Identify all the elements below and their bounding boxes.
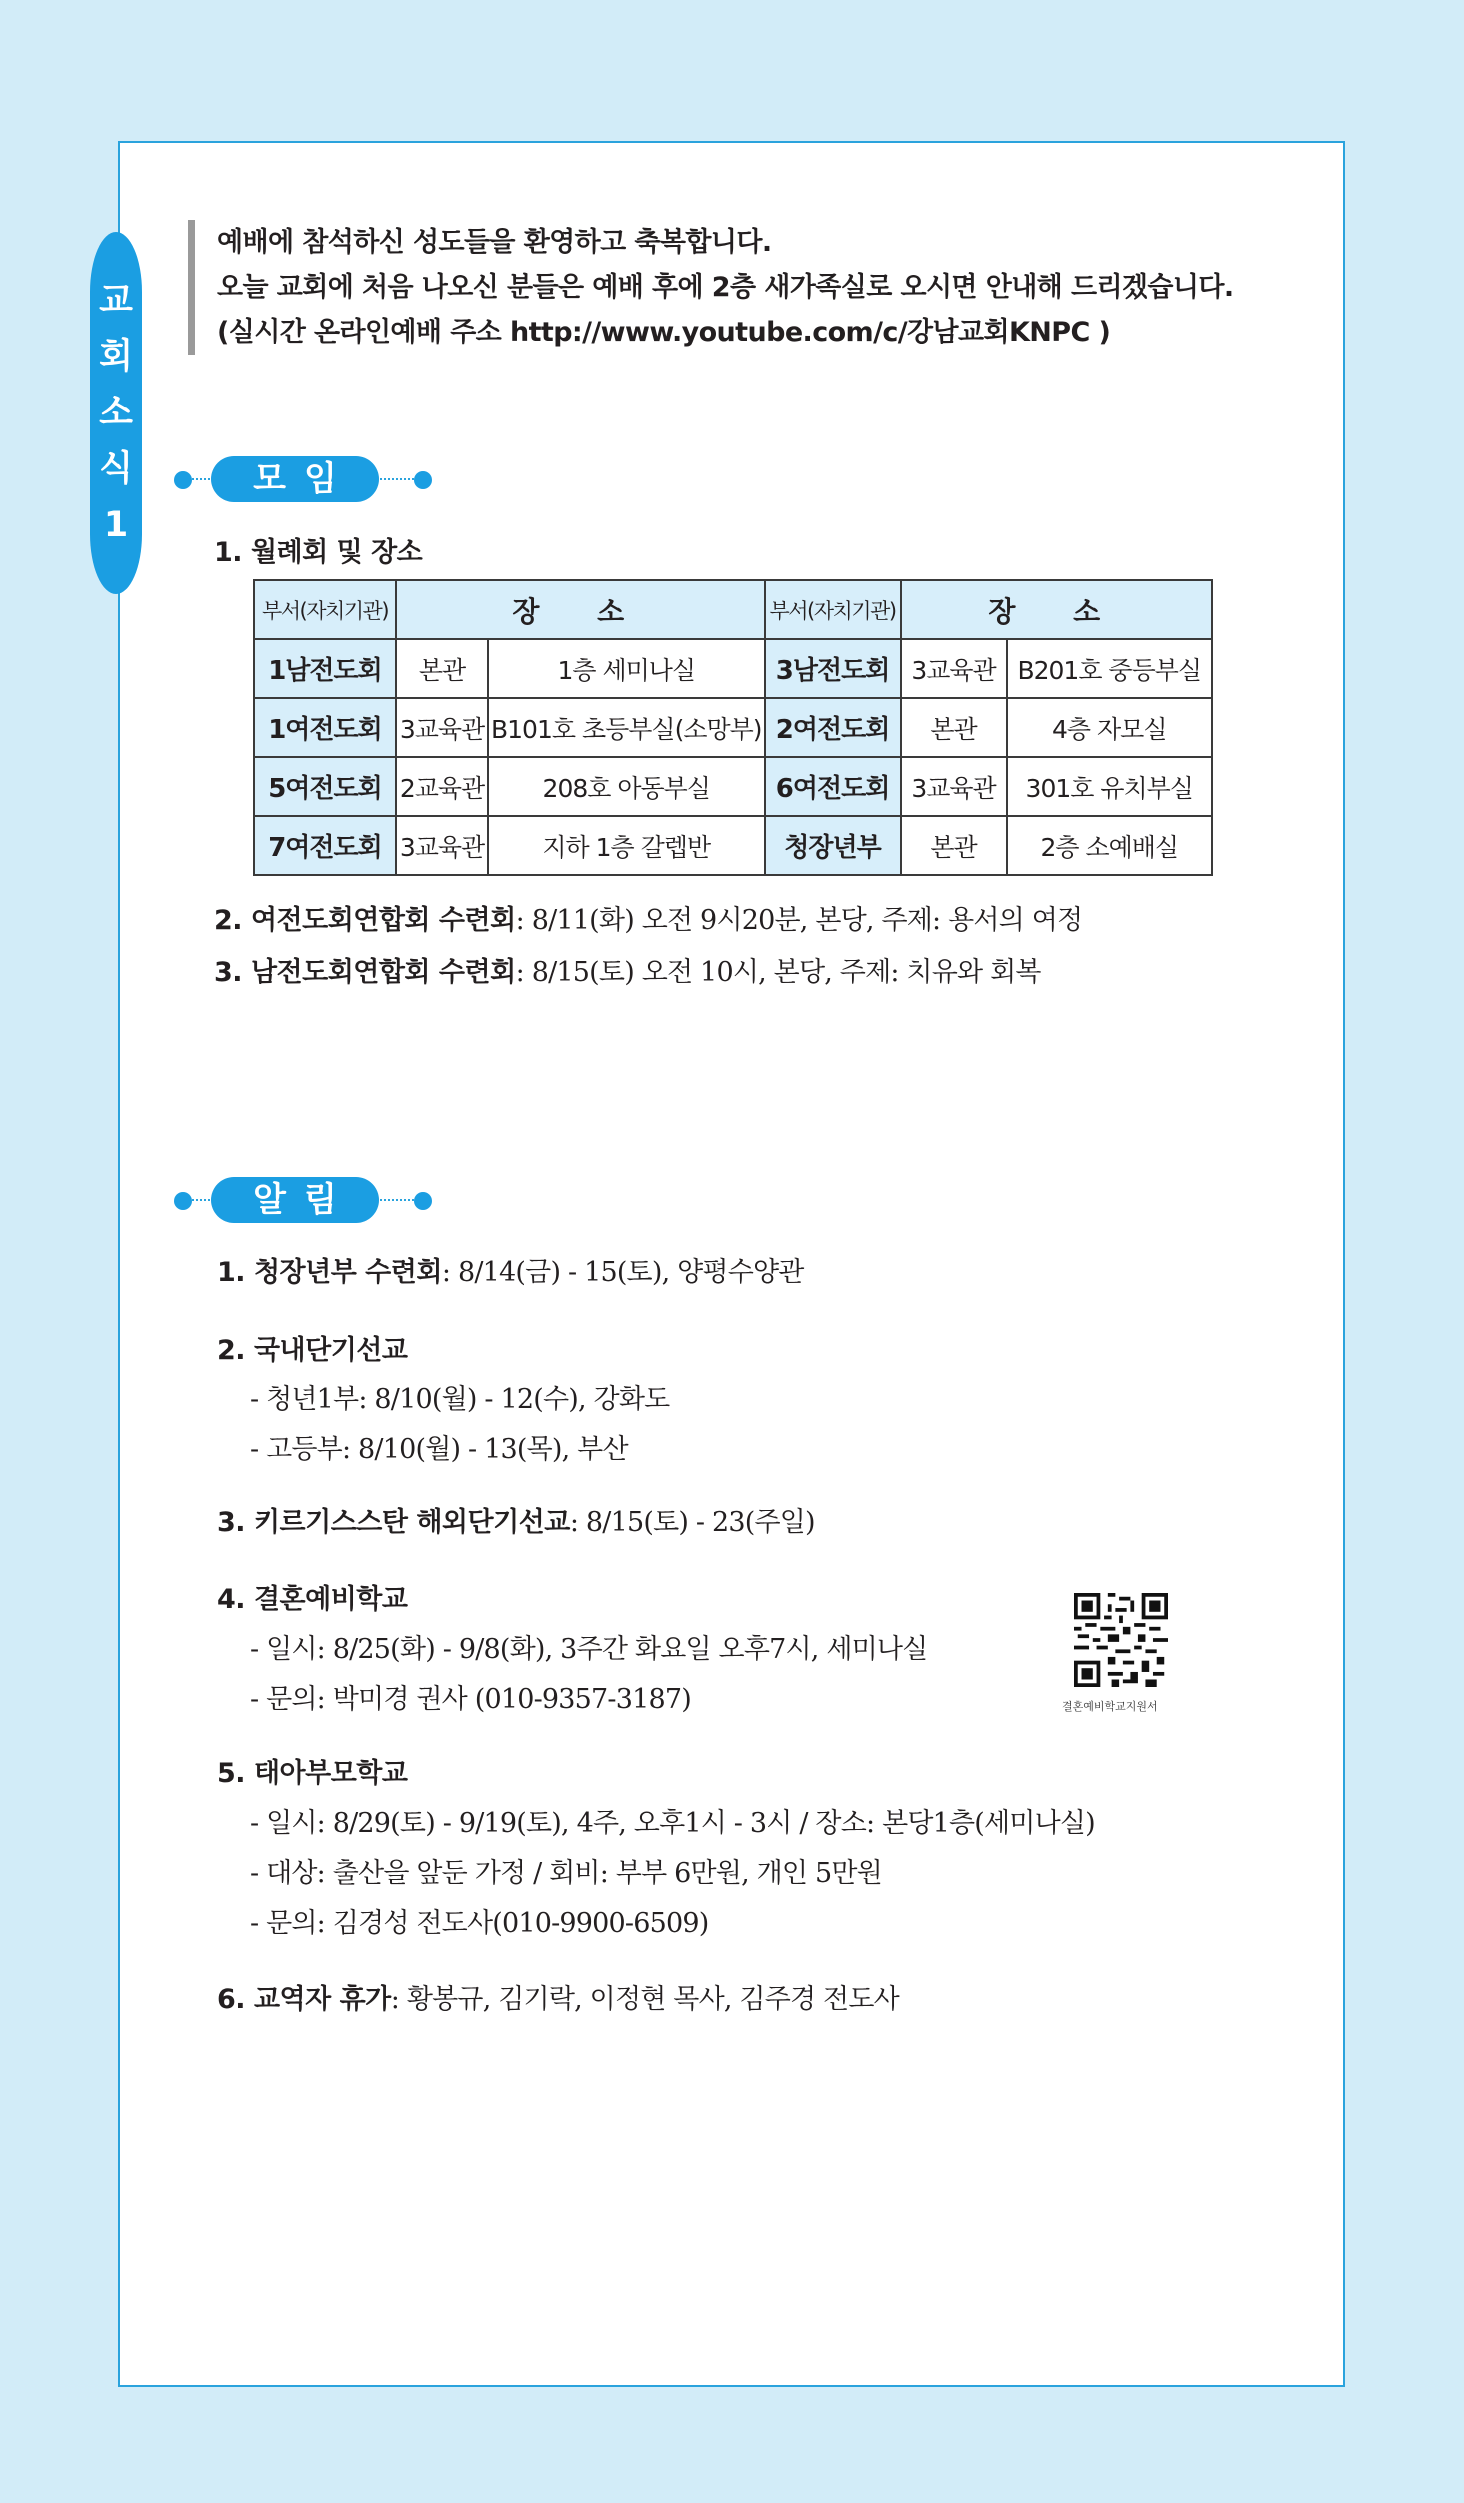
notice-item-2-line: - 청년1부: 8/10(월) - 12(수), 강화도 — [250, 1384, 670, 1415]
notice-item-1-title: 1. 청장년부 수련회 — [217, 1257, 442, 1288]
dept-cell: 1여전도회 — [254, 698, 396, 757]
building-cell: 3교육관 — [901, 757, 1007, 816]
dept-cell: 3남전도회 — [765, 639, 901, 698]
meeting-item-3-text: : 8/15(토) 오전 10시, 본당, 주제: 치유와 회복 — [515, 957, 1041, 988]
meeting-item-3-title: 3. 남전도회연합회 수련회 — [214, 957, 516, 988]
table-header-dept: 부서(자치기관) — [765, 580, 901, 639]
notice-item-5-line: - 문의: 김경성 전도사(010-9900-6509) — [250, 1908, 709, 1939]
side-tab-char: 소 — [99, 393, 133, 433]
notice-item-4-line: - 일시: 8/25(화) - 9/8(화), 3주간 화요일 오후7시, 세미나실 — [250, 1634, 928, 1665]
side-tab-char: 교 — [99, 281, 133, 321]
qr-caption: 결혼예비학교지원서 — [1062, 1700, 1158, 1713]
notice-section-heading — [174, 1177, 432, 1223]
table-row — [254, 757, 1212, 816]
table-row — [254, 816, 1212, 875]
building-cell: 3교육관 — [396, 816, 488, 875]
room-cell: 208호 아동부실 — [488, 757, 765, 816]
dept-cell: 7여전도회 — [254, 816, 396, 875]
table-header-place: 장 소 — [396, 580, 765, 639]
table-row — [254, 639, 1212, 698]
meeting-item-2 — [214, 898, 1082, 937]
room-cell: 2층 소예배실 — [1007, 816, 1212, 875]
table-row — [254, 698, 1212, 757]
notice-item-1 — [217, 1250, 804, 1289]
dot-icon — [414, 1192, 432, 1210]
table-header-dept: 부서(자치기관) — [254, 580, 396, 639]
intro-line: (실시간 온라인예배 주소 http://www.youtube.com/c/강남교회KNPC ) — [217, 317, 1111, 348]
notice-item-4-line: - 문의: 박미경 권사 (010-9357-3187) — [250, 1684, 691, 1715]
side-tab-char: 1 — [103, 505, 129, 545]
welcome-intro — [188, 220, 1234, 355]
intro-line: 예배에 참석하신 성도들을 환영하고 축복합니다. — [217, 227, 772, 258]
room-cell: B201호 중등부실 — [1007, 639, 1212, 698]
room-cell: 지하 1층 갈렙반 — [488, 816, 765, 875]
building-cell: 본관 — [396, 639, 488, 698]
notice-item-5-title: 5. 태아부모학교 — [217, 1758, 408, 1789]
notice-item-3-title: 3. 키르기스스탄 해외단기선교 — [217, 1507, 570, 1538]
meeting-item-3 — [214, 950, 1041, 989]
notice-item-6-title: 6. 교역자 휴가 — [217, 1984, 391, 2015]
notice-item-4-title: 4. 결혼예비학교 — [217, 1584, 408, 1615]
dept-cell: 6여전도회 — [765, 757, 901, 816]
intro-line: 오늘 교회에 처음 나오신 분들은 예배 후에 2층 새가족실로 오시면 안내해 드리겠습니다. — [217, 272, 1234, 303]
meeting-heading-label: 모임 — [211, 456, 379, 502]
building-cell: 3교육관 — [901, 639, 1007, 698]
dept-cell: 1남전도회 — [254, 639, 396, 698]
meeting-item-2-title: 2. 여전도회연합회 수련회 — [214, 905, 516, 936]
dept-cell: 5여전도회 — [254, 757, 396, 816]
table-header-row — [254, 580, 1212, 639]
room-cell: B101호 초등부실(소망부) — [488, 698, 765, 757]
building-cell: 본관 — [901, 698, 1007, 757]
building-cell: 본관 — [901, 816, 1007, 875]
dot-icon — [174, 1192, 192, 1210]
meeting-item-2-text: : 8/11(화) 오전 9시20분, 본당, 주제: 용서의 여정 — [515, 905, 1083, 936]
notice-item-3 — [217, 1500, 815, 1539]
side-tab-char: 식 — [99, 449, 133, 489]
notice-item-2-line: - 고등부: 8/10(월) - 13(목), 부산 — [250, 1434, 628, 1465]
dot-icon — [414, 471, 432, 489]
notice-item-6 — [217, 1977, 899, 2016]
notice-item-5-line: - 일시: 8/29(토) - 9/19(토), 4주, 오후1시 - 3시 / 장소: 본당1층(세미나실) — [250, 1808, 1095, 1839]
side-tab-char: 회 — [99, 337, 133, 377]
meeting-places-table — [253, 579, 1213, 876]
room-cell: 4층 자모실 — [1007, 698, 1212, 757]
meeting-item-1-title: 1. 월례회 및 장소 — [214, 537, 423, 568]
table-header-place: 장 소 — [901, 580, 1212, 639]
building-cell: 3교육관 — [396, 698, 488, 757]
meeting-section-heading — [174, 456, 432, 502]
notice-item-2-title: 2. 국내단기선교 — [217, 1335, 408, 1366]
dept-cell: 청장년부 — [765, 816, 901, 875]
notice-item-6-text: : 황봉규, 김기락, 이정현 목사, 김주경 전도사 — [390, 1984, 899, 2015]
notice-item-1-text: : 8/14(금) - 15(토), 양평수양관 — [441, 1257, 804, 1288]
notice-heading-label: 알림 — [211, 1177, 379, 1223]
notice-item-5-line: - 대상: 출산을 앞둔 가정 / 회비: 부부 6만원, 개인 5만원 — [250, 1858, 882, 1889]
room-cell: 1층 세미나실 — [488, 639, 765, 698]
building-cell: 2교육관 — [396, 757, 488, 816]
qr-code-icon[interactable] — [1074, 1593, 1168, 1687]
notice-item-3-text: : 8/15(토) - 23(주일) — [569, 1507, 815, 1538]
section-side-tab — [90, 232, 142, 594]
dept-cell: 2여전도회 — [765, 698, 901, 757]
room-cell: 301호 유치부실 — [1007, 757, 1212, 816]
dot-icon — [174, 471, 192, 489]
